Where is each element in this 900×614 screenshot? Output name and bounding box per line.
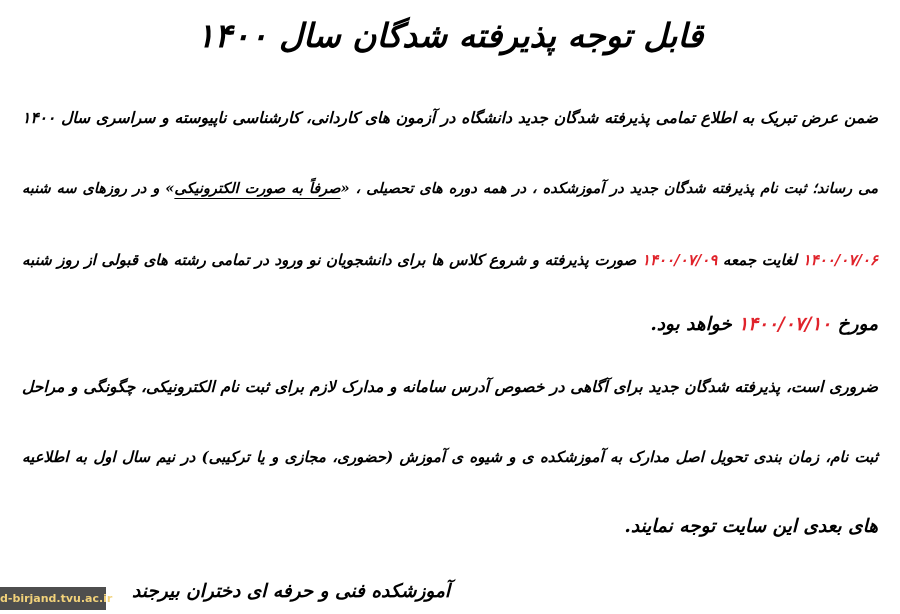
paragraph2-line1: ضروری است، پذیرفته شدگان جدید برای آگاهی در خصوص آدرس سامانه و مدارک لازم برای ثبت نام الکترونیکی، چگونگی و مراحل <box>22 377 878 396</box>
registration-end-date: ۱۴۰۰/۰۷/۰۹ <box>641 251 718 269</box>
paragraph1-line4-text-a: مورخ <box>831 314 878 335</box>
classes-start-date: ۱۴۰۰/۰۷/۱۰ <box>738 314 832 335</box>
paragraph1-line2-text-end: » و در روزهای سه شنبه <box>22 180 175 197</box>
page-title: قابل توجه پذیرفته شدگان سال ۱۴۰۰ <box>196 16 704 55</box>
paragraph1-line1: ضمن عرض تبریک به اطلاع تمامی پذیرفته شدگان جدید دانشگاه در آزمون های کاردانی، کارشناسی ناپیوسته و سراسری سال ۱۴۰۰ <box>22 108 878 127</box>
paragraph1-line4 <box>650 310 878 340</box>
paragraph1-line3-text-a: لغایت جمعه <box>717 251 803 269</box>
registration-start-date: ۱۴۰۰/۰۷/۰۶ <box>802 251 878 269</box>
paragraph2-line3: های بعدی این سایت توجه نمایند. <box>624 516 878 537</box>
paragraph1-line3 <box>22 245 878 275</box>
paragraph1-line4-text-b: خواهد بود. <box>650 314 739 335</box>
signature: آموزشکده فنی و حرفه ای دختران بیرجند <box>132 581 450 602</box>
paragraph1-line2 <box>22 174 878 204</box>
electronic-only-phrase: صرفاً به صورت الکترونیکی <box>174 180 341 197</box>
paragraph2-line2: ثبت نام، زمان بندی تحویل اصل مدارک به آموزشکده ی و شیوه ی آموزش (حضوری، مجازی و یا ترکیبی) در نیم سال اول به اطلاعیه <box>22 448 878 466</box>
site-url-badge: d-birjand.tvu.ac.ir <box>0 587 106 610</box>
paragraph1-line3-text-b: صورت پذیرفته و شروع کلاس ها برای دانشجویان نو ورود در تمامی رشته های قبولی از روز شنبه <box>22 251 642 269</box>
paragraph1-line2-text-start: می رساند؛ ثبت نام پذیرفته شدگان جدید در آموزشکده ، در همه دوره های تحصیلی ، « <box>340 180 878 197</box>
